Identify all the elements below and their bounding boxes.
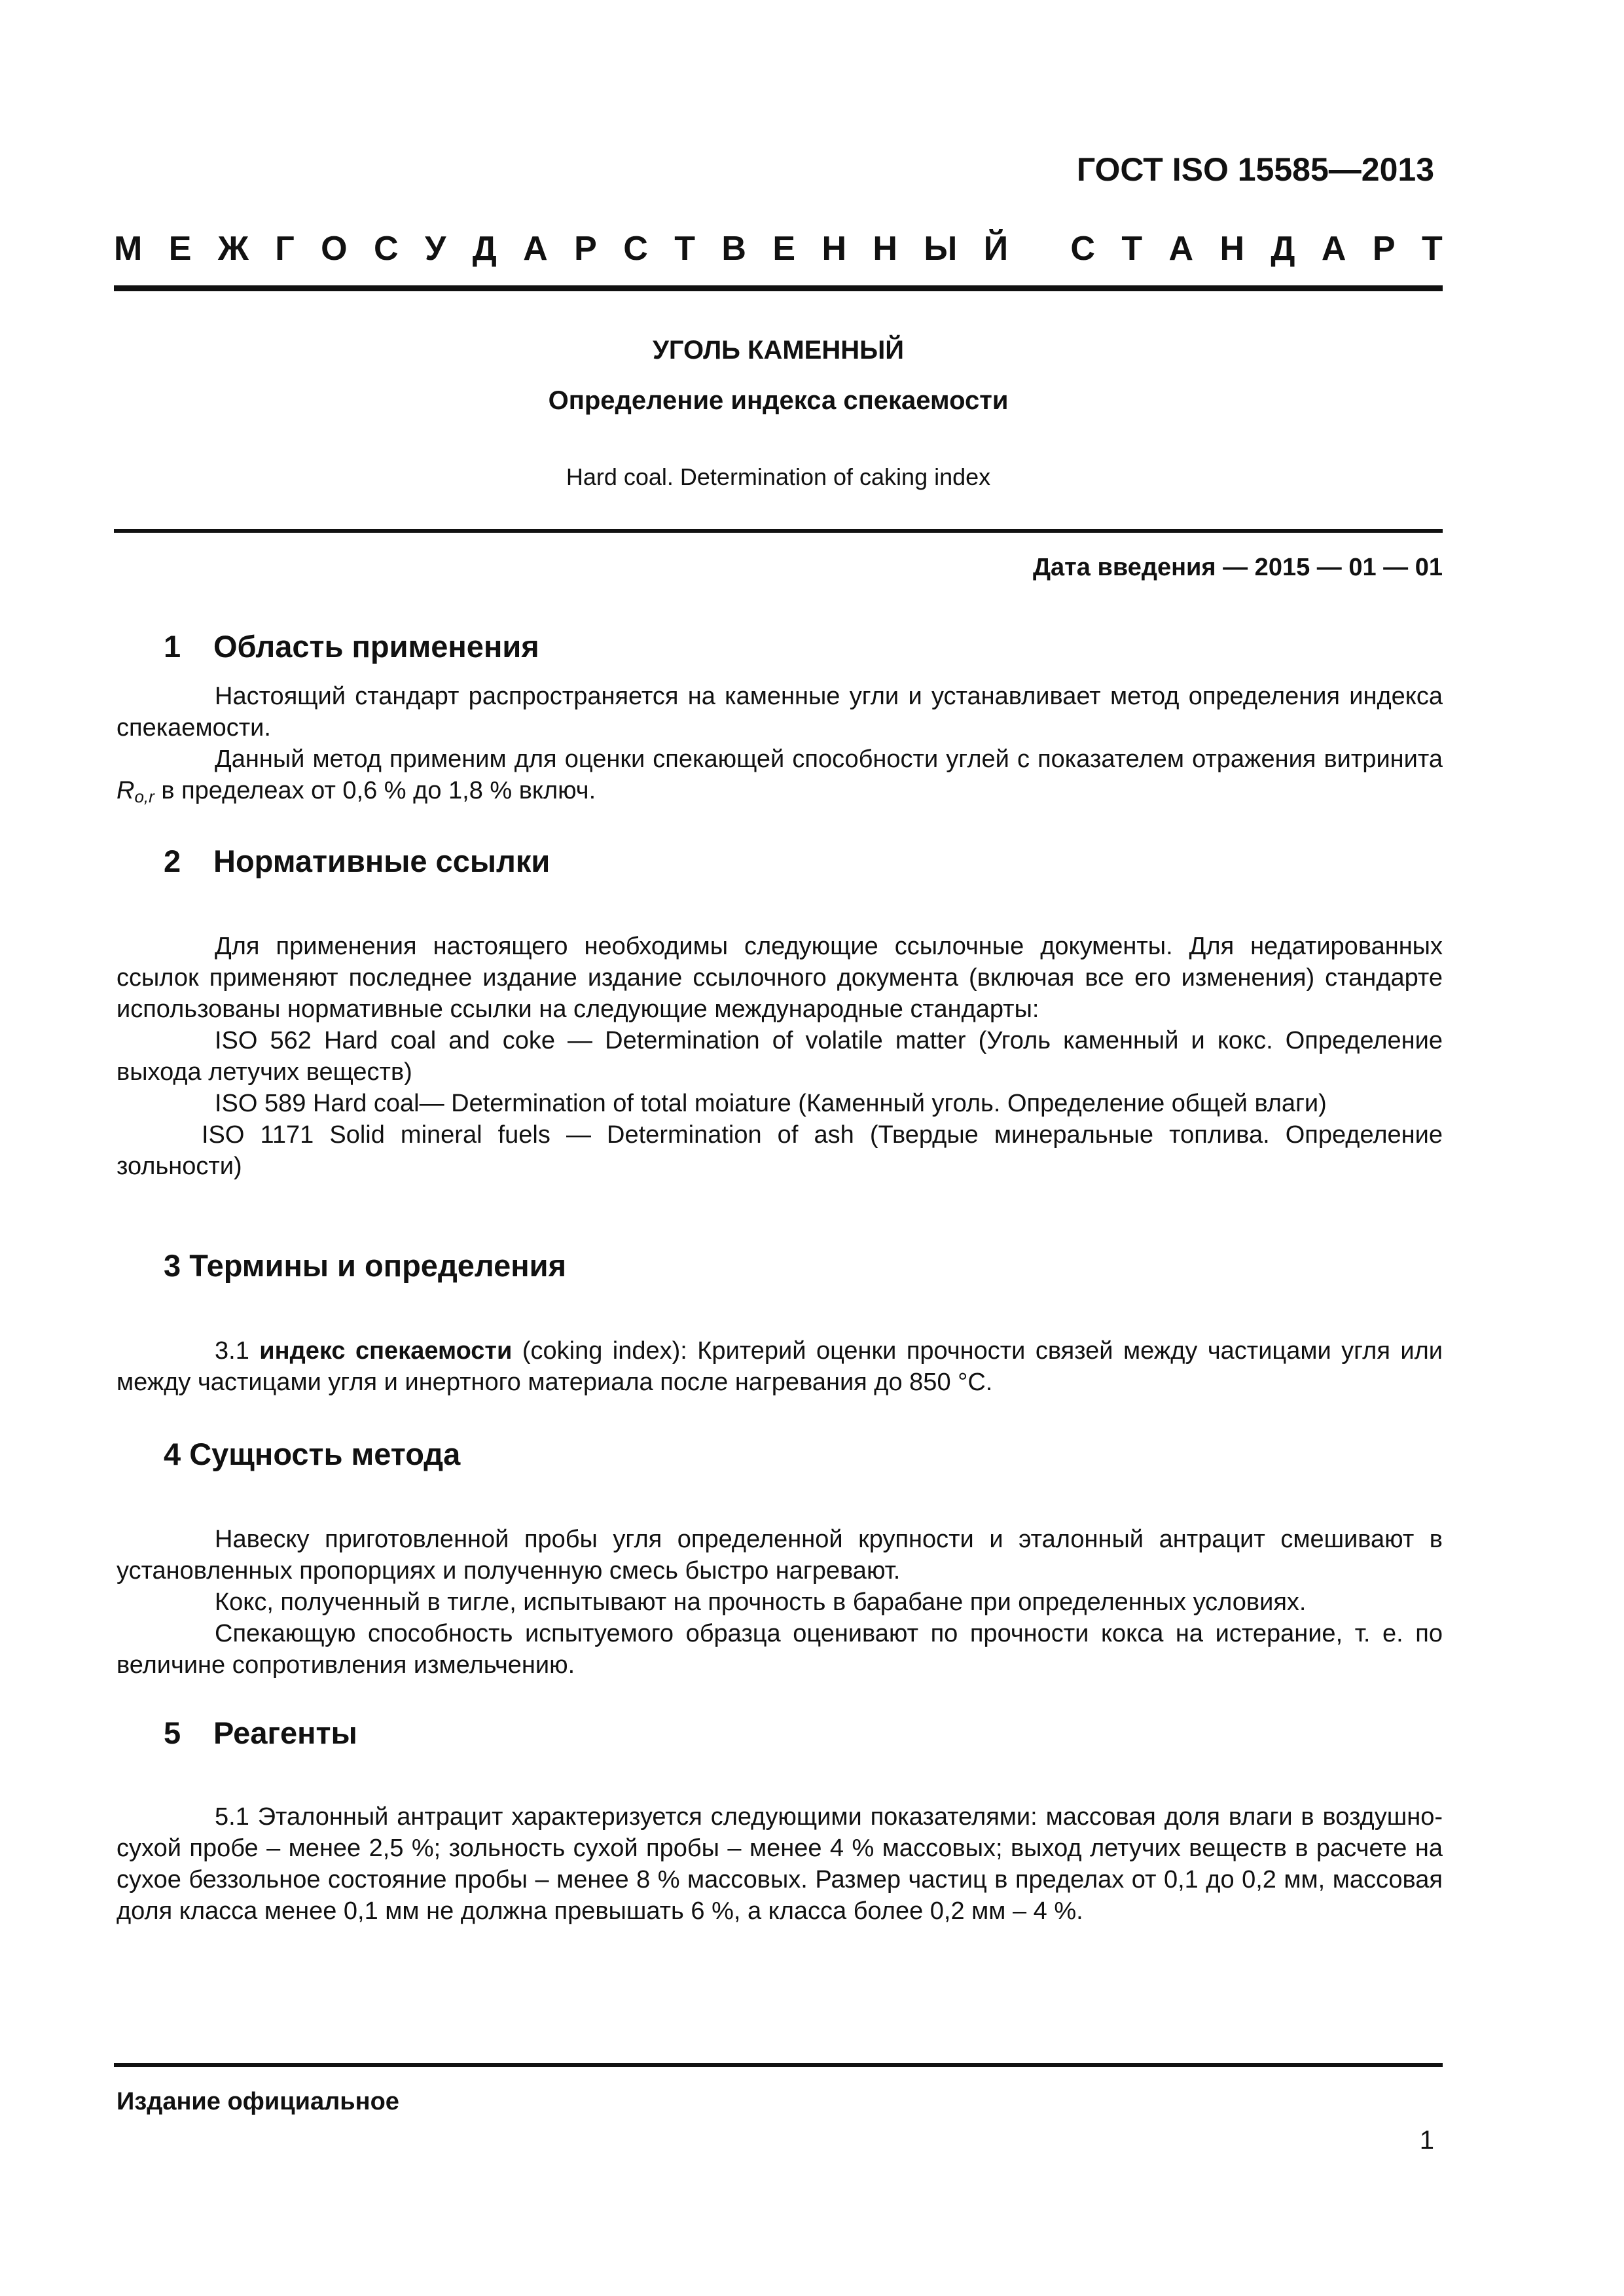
term-name: индекс спекаемости (259, 1337, 513, 1365)
section-2-heading (164, 843, 550, 879)
document-title-english: Hard coal. Determination of caking index (566, 463, 991, 490)
section-1-paragraph-2-text: Данный метод применим для оценки спекающей способности углей с показателем отражения витринита (215, 745, 1443, 773)
top-divider (114, 285, 1443, 291)
banner-letter: Н (873, 230, 897, 268)
banner-letter: Т (674, 230, 695, 268)
banner-letter: Н (1219, 230, 1245, 268)
reference-iso-562: ISO 562 Hard coal and coke — Determination of volatile matter (Уголь каменный и кокс. Определение выхода летучих веществ) (117, 1027, 1443, 1086)
term-definition-text: (coking index): Критерий оценки прочности связей между частицами угля или между частицами угля и инертного материала после нагревания до 850 °С. (117, 1337, 1443, 1396)
banner-letter: Й (983, 230, 1009, 268)
document-subtitle: Определение индекса спекаемости (548, 386, 1009, 415)
reflectance-subscript: o,r (134, 787, 154, 806)
section-1-paragraph-1: Настоящий стандарт распространяется на каменные угли и устанавливает метод определения индекса спекаемости. (117, 683, 1443, 742)
banner-letter: Ж (217, 230, 249, 268)
footer-divider (114, 2063, 1443, 2067)
banner-letter: В (721, 230, 746, 268)
section-4-paragraph-3: Спекающую способность испытуемого образца оценивают по прочности кокса на истерание, т. е. по величине сопротивления измельчению. (117, 1620, 1443, 1679)
interstate-standard-banner (114, 229, 1443, 268)
banner-letter: Ы (924, 230, 958, 268)
introduction-date: Дата введения — 2015 — 01 — 01 (1032, 554, 1443, 581)
section-4-heading: 4 Сущность метода (164, 1437, 461, 1471)
term-number: 3.1 (215, 1337, 260, 1365)
banner-letter: Р (574, 230, 597, 268)
banner-letter: Р (1372, 230, 1396, 268)
section-5-body (117, 1801, 1443, 1927)
reference-iso-1171: ISO 1171 Solid mineral fuels — Determination of ash (Твердые минеральные топлива. Определение зольности) (117, 1121, 1443, 1180)
standard-code: ГОСТ ISO 15585—2013 (1076, 151, 1434, 188)
section-1-body (117, 681, 1443, 812)
banner-letter: Т (1121, 230, 1143, 268)
section-5-title: Реагенты (213, 1715, 357, 1750)
section-1-title: Область применения (213, 629, 539, 664)
page-number: 1 (1419, 2126, 1434, 2155)
section-3-body (117, 1335, 1443, 1398)
title-divider (114, 529, 1443, 533)
banner-letter: С (1070, 230, 1095, 268)
official-edition-label: Издание официальное (117, 2088, 399, 2115)
banner-letter: С (373, 230, 399, 268)
banner-letter: Е (168, 230, 192, 268)
section-5-heading (164, 1715, 357, 1751)
section-4-paragraph-1: Навеску приготовленной пробы угля определенной крупности и эталонный антрацит смешивают в установленных пропорциях и полученную смесь быстро нагревают. (117, 1526, 1443, 1585)
section-2-paragraph-1: Для применения настоящего необходимы следующие ссылочные документы. Для недатированных ссылок применяют последнее издание издание ссылочного документа (включая все его изменения) стандарте использованы нормативные ссылки на следующие международные стандарты: (117, 933, 1443, 1023)
section-1-heading (164, 628, 539, 664)
banner-letter: Д (1271, 230, 1295, 268)
banner-letter: Г (275, 230, 295, 268)
banner-letter: Е (772, 230, 796, 268)
section-2-number: 2 (164, 844, 181, 878)
banner-letter: С (623, 230, 648, 268)
reflectance-symbol: R (117, 777, 135, 804)
section-4-paragraph-2: Кокс, полученный в тигле, испытывают на прочность в барабане при определенных условиях. (215, 1588, 1307, 1616)
banner-letter: М (114, 230, 143, 268)
document-title: УГОЛЬ КАМЕННЫЙ (652, 336, 905, 365)
banner-letter (1034, 229, 1043, 268)
section-5-number: 5 (164, 1715, 181, 1750)
section-1-paragraph-2 (117, 744, 1443, 812)
section-3-heading: 3 Термины и определения (164, 1248, 566, 1283)
term-definition (117, 1335, 1443, 1398)
banner-letter: А (1321, 230, 1346, 268)
section-1-paragraph-2-tail: в пределеах от 0,6 % до 1,8 % включ. (154, 777, 596, 804)
section-4-body (117, 1524, 1443, 1681)
banner-letter: Д (472, 230, 497, 268)
section-2-title: Нормативные ссылки (213, 844, 550, 878)
banner-letter: Т (1421, 230, 1443, 268)
reference-iso-589: ISO 589 Hard coal— Determination of total moiature (Каменный уголь. Определение общей влаги) (215, 1090, 1327, 1117)
banner-letter: О (321, 230, 348, 268)
banner-letter: Н (821, 230, 846, 268)
section-2-body (117, 931, 1443, 1182)
banner-letter: У (424, 230, 446, 268)
section-1-number: 1 (164, 629, 181, 664)
banner-letter: А (1168, 230, 1194, 268)
banner-letter: А (523, 230, 548, 268)
section-5-paragraph-1: 5.1 Эталонный антрацит характеризуется следующими показателями: массовая доля влаги в воздушно-сухой пробе – менее 2,5 %; зольность сухой пробы – менее 4 % массовых; выход летучих веществ в расчете на сухое беззольное состояние пробы – менее 8 % массовых. Размер частиц в пределах от 0,1 до 0,2 мм, массовая доля класса менее 0,1 мм не должна превышать 6 %, а класса более 0,2 мм – 4 %. (117, 1803, 1443, 1925)
